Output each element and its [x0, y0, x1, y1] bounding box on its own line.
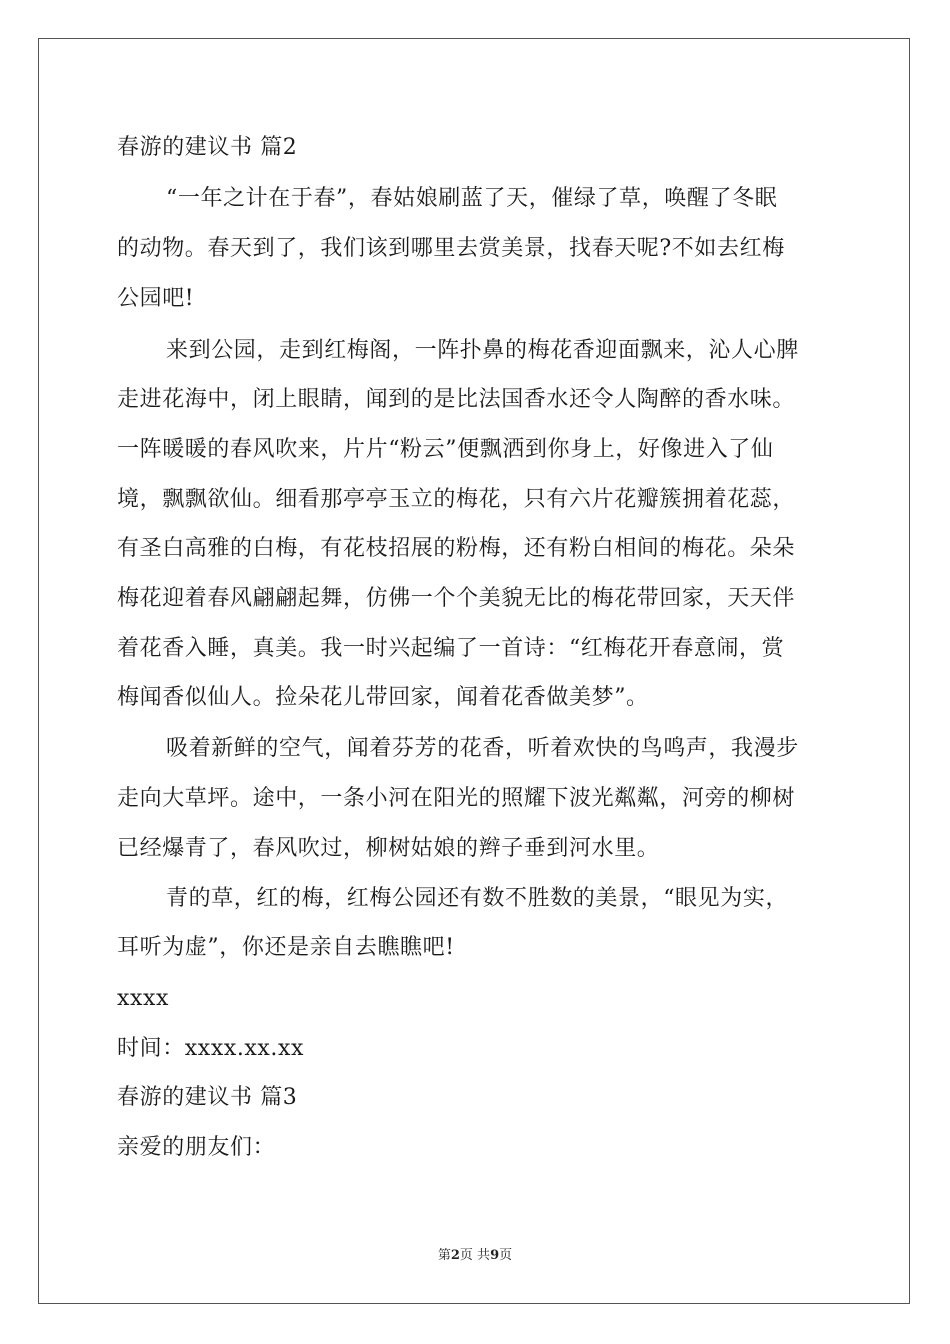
greeting: 亲爱的朋友们：: [117, 1135, 276, 1160]
section-title-2: 春游的建议书 篇2: [117, 135, 298, 160]
date-line: 时间：xxxx.xx.xx: [117, 1036, 305, 1061]
total-page-count: 9: [490, 1248, 500, 1263]
paragraph-2-line-5: 有圣白高雅的白梅，有花枝招展的粉梅，还有粉白相间的梅花。朵朵: [117, 536, 796, 561]
paragraph-1-line-3: 公园吧!: [117, 286, 195, 311]
section-title-3: 春游的建议书 篇3: [117, 1085, 298, 1110]
paragraph-4-line-2: 耳听为虚”，你还是亲自去瞧瞧吧!: [117, 935, 455, 960]
page-border: [38, 38, 910, 1304]
paragraph-2-line-6: 梅花迎着春风翩翩起舞，仿佛一个个美貌无比的梅花带回家，天天伴: [117, 586, 796, 611]
paragraph-2-line-4: 境，飘飘欲仙。细看那亭亭玉立的梅花，只有六片花瓣簇拥着花蕊，: [117, 487, 796, 512]
paragraph-2-line-2: 走进花海中，闭上眼睛，闻到的是比法国香水还令人陶醉的香水味。: [117, 387, 796, 412]
paragraph-2-line-7: 着花香入睡，真美。我一时兴起编了一首诗：“红梅花开春意闹，赏: [117, 636, 785, 661]
footer-suffix: 页: [499, 1248, 513, 1263]
footer-middle: 页 共: [459, 1248, 491, 1263]
paragraph-3-line-3: 已经爆青了，春风吹过，柳树姑娘的辫子垂到河水里。: [117, 836, 660, 861]
paragraph-4-line-1: 青的草，红的梅，红梅公园还有数不胜数的美景，“眼见为实，: [166, 886, 789, 911]
footer-prefix: 第: [437, 1248, 451, 1263]
paragraph-1-line-1: “一年之计在于春”，春姑娘刷蓝了天，催绿了草，唤醒了冬眠: [166, 186, 778, 211]
paragraph-2-line-1: 来到公园，走到红梅阁，一阵扑鼻的梅花香迎面飘来，沁人心脾: [166, 338, 799, 363]
paragraph-1-line-2: 的动物。春天到了，我们该到哪里去赏美景，找春天呢?不如去红梅: [117, 236, 785, 261]
page-footer: [0, 1247, 950, 1265]
paragraph-2-line-3: 一阵暖暖的春风吹来，片片“粉云”便飘洒到你身上，好像进入了仙: [117, 437, 774, 462]
paragraph-3-line-1: 吸着新鲜的空气，闻着芬芳的花香，听着欢快的鸟鸣声，我漫步: [166, 736, 799, 761]
current-page-number: 2: [450, 1248, 460, 1263]
paragraph-3-line-2: 走向大草坪。途中，一条小河在阳光的照耀下波光粼粼，河旁的柳树: [117, 786, 796, 811]
paragraph-2-line-8: 梅闻香似仙人。捡朵花儿带回家，闻着花香做美梦”。: [117, 685, 649, 710]
signature: xxxx: [117, 986, 170, 1011]
